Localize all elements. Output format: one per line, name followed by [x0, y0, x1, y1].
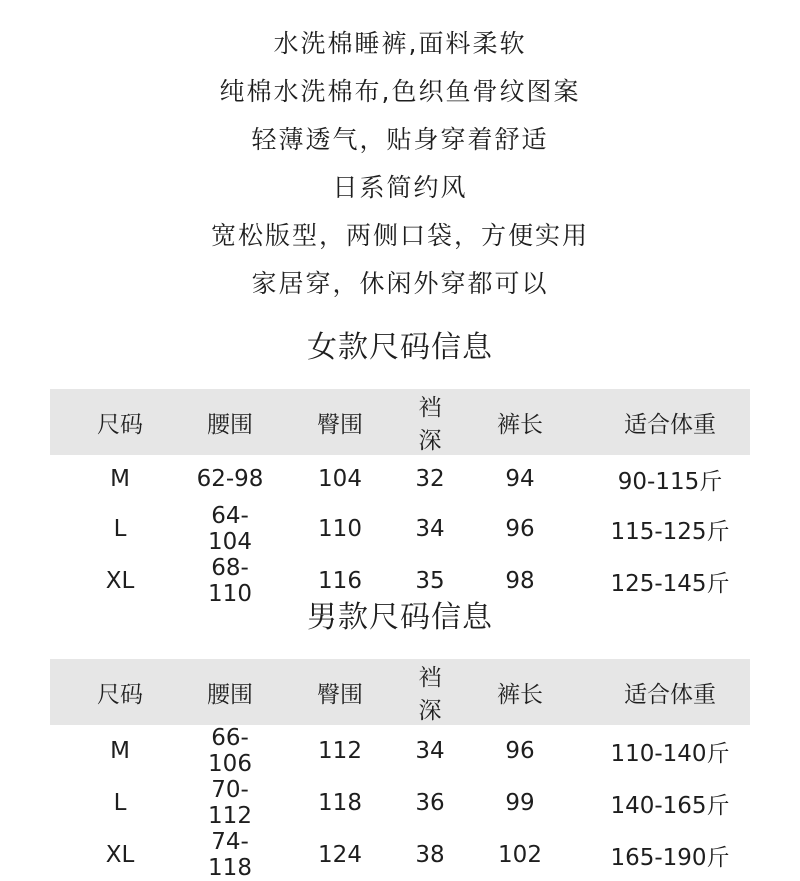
cell-length: 99: [505, 790, 535, 816]
cell-weight: 115-125斤: [610, 518, 730, 545]
header-hip: 臀围: [270, 389, 410, 455]
header-rise: 裆深: [410, 389, 450, 455]
cell-waist: 68-110: [208, 555, 252, 607]
cell-waist: 74-118: [208, 829, 252, 881]
cell-length: 96: [505, 738, 535, 764]
feature-list: [0, 20, 800, 308]
header-size: 尺码: [50, 659, 190, 725]
feature-line: 日系简约风: [332, 173, 468, 202]
table-row: [50, 829, 750, 881]
cell-weight: 110-140斤: [610, 740, 730, 767]
cell-rise: 34: [415, 516, 445, 542]
header-hip: 臀围: [270, 659, 410, 725]
cell-length: 94: [505, 466, 535, 492]
header-weight: 适合体重: [590, 659, 750, 725]
header-size: 尺码: [50, 389, 190, 455]
feature-line: 宽松版型，两侧口袋，方便实用: [210, 221, 589, 250]
cell-rise: 34: [415, 738, 445, 764]
women-size-table: [50, 389, 750, 607]
cell-hip: 112: [318, 738, 362, 764]
men-size-table: [50, 659, 750, 881]
table-row: [50, 777, 750, 829]
cell-weight: 140-165斤: [610, 792, 730, 819]
table-row: [50, 503, 750, 555]
feature-line: 家居穿，休闲外穿都可以: [251, 269, 549, 298]
cell-waist: 62-98: [196, 466, 264, 492]
cell-length: 102: [498, 842, 542, 868]
feature-line: 轻薄透气，贴身穿着舒适: [251, 125, 549, 154]
header-length: 裤长: [450, 389, 590, 455]
cell-rise: 35: [415, 568, 445, 594]
women-size-title: 女款尺码信息: [307, 330, 493, 365]
cell-rise: 38: [415, 842, 445, 868]
cell-size: L: [113, 516, 127, 542]
cell-hip: 104: [318, 466, 362, 492]
men-size-title: 男款尺码信息: [307, 600, 493, 635]
cell-weight: 165-190斤: [610, 844, 730, 871]
cell-waist: 64-104: [208, 503, 252, 555]
cell-rise: 32: [415, 466, 445, 492]
cell-size: M: [110, 738, 130, 764]
cell-rise: 36: [415, 790, 445, 816]
cell-waist: 66-106: [208, 725, 252, 777]
cell-hip: 110: [318, 516, 362, 542]
table-header-row: [50, 659, 750, 725]
cell-waist: 70-112: [208, 777, 252, 829]
feature-line: 水洗棉睡裤,面料柔软: [273, 29, 527, 58]
cell-size: M: [110, 466, 130, 492]
cell-size: XL: [105, 842, 135, 868]
cell-weight: 90-115斤: [617, 468, 723, 495]
cell-length: 96: [505, 516, 535, 542]
feature-line: 纯棉水洗棉布,色织鱼骨纹图案: [219, 77, 581, 106]
header-rise: 裆深: [410, 659, 450, 725]
header-waist: 腰围: [190, 389, 270, 455]
table-row: [50, 725, 750, 777]
header-weight: 适合体重: [590, 389, 750, 455]
cell-hip: 124: [318, 842, 362, 868]
cell-size: L: [113, 790, 127, 816]
cell-size: XL: [105, 568, 135, 594]
cell-length: 98: [505, 568, 535, 594]
cell-weight: 125-145斤: [610, 570, 730, 597]
header-waist: 腰围: [190, 659, 270, 725]
table-header-row: [50, 389, 750, 455]
cell-hip: 116: [318, 568, 362, 594]
cell-hip: 118: [318, 790, 362, 816]
header-length: 裤长: [450, 659, 590, 725]
table-row: [50, 455, 750, 503]
